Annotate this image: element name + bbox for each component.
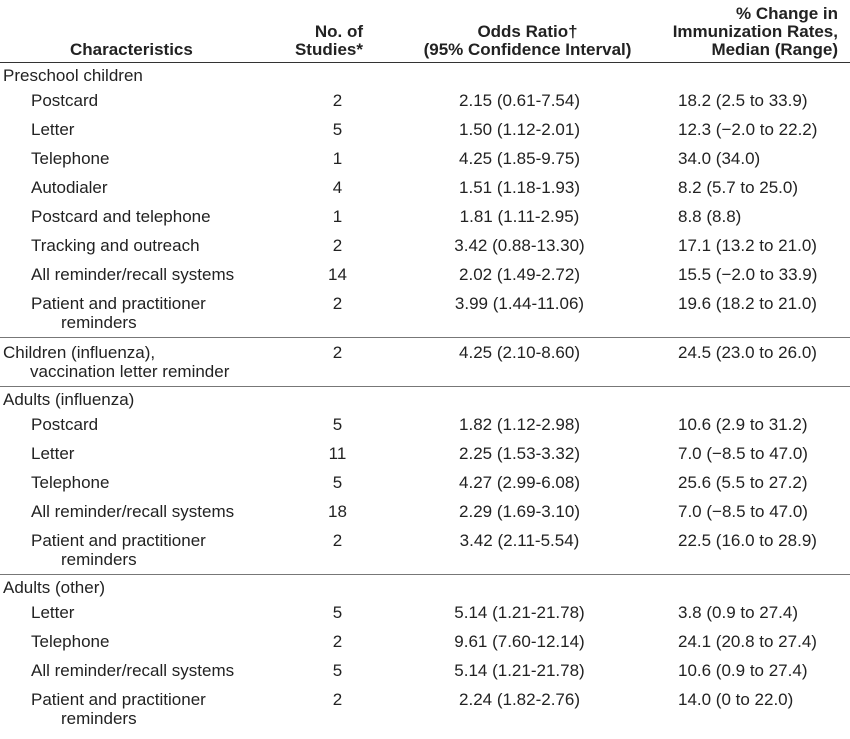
- section-heading: [0, 386, 850, 410]
- table-row: [0, 144, 850, 173]
- row-label: Letter: [31, 602, 75, 622]
- row-studies: 11: [328, 443, 347, 463]
- row-studies: 18: [328, 501, 347, 521]
- row-label: All reminder/recall systems: [31, 660, 235, 680]
- row-odds-ratio: 9.61 (7.60-12.14): [454, 631, 585, 651]
- row-odds-ratio: 4.27 (2.99-6.08): [459, 472, 580, 492]
- table-row: [0, 526, 850, 575]
- row-pct-change: 8.8 (8.8): [678, 206, 742, 226]
- row-odds-ratio: 1.82 (1.12-2.98): [459, 414, 580, 434]
- row-pct-change: 24.5 (23.0 to 26.0): [650, 337, 850, 386]
- row-pct-change: 12.3 (−2.0 to 22.2): [678, 119, 818, 139]
- table-row: [0, 685, 850, 733]
- table-row: [0, 260, 850, 289]
- row-label: Patient and practitioner reminders: [31, 293, 206, 332]
- row-label: Patient and practitioner reminders: [31, 689, 206, 728]
- row-label: Autodialer: [31, 177, 108, 197]
- section-heading: [0, 574, 850, 598]
- row-label: All reminder/recall systems: [31, 264, 235, 284]
- row-odds-ratio: 5.14 (1.21-21.78): [454, 660, 585, 680]
- row-pct-change: 34.0 (34.0): [678, 148, 761, 168]
- row-studies: 2: [332, 90, 343, 110]
- row-studies: 5: [332, 119, 343, 139]
- row-pct-change: 22.5 (16.0 to 28.9): [678, 530, 817, 550]
- row-odds-ratio: 3.99 (1.44-11.06): [454, 293, 585, 313]
- table-row: [0, 627, 850, 656]
- row-pct-change: 17.1 (13.2 to 21.0): [678, 235, 817, 255]
- row-label: Tracking and outreach: [31, 235, 200, 255]
- row-odds-ratio: 1.50 (1.12-2.01): [459, 119, 580, 139]
- row-label: All reminder/recall systems: [31, 501, 235, 521]
- row-pct-change: 8.2 (5.7 to 25.0): [678, 177, 799, 197]
- row-pct-change: 7.0 (−8.5 to 47.0): [678, 443, 808, 463]
- table-row: [0, 86, 850, 115]
- row-label: Telephone: [31, 148, 110, 168]
- row-pct-change: 7.0 (−8.5 to 47.0): [678, 501, 808, 521]
- row-pct-change: 10.6 (0.9 to 27.4): [678, 660, 808, 680]
- row-pct-change: 24.1 (20.8 to 27.4): [678, 631, 817, 651]
- row-pct-change: 18.2 (2.5 to 33.9): [678, 90, 808, 110]
- row-label: Letter: [31, 443, 75, 463]
- row-odds-ratio: 2.02 (1.49-2.72): [459, 264, 580, 284]
- table-row: [0, 202, 850, 231]
- table-row: [0, 173, 850, 202]
- table-row: [0, 231, 850, 260]
- table-row: [0, 497, 850, 526]
- row-studies: 5: [332, 602, 343, 622]
- row-pct-change: 3.8 (0.9 to 27.4): [678, 602, 799, 622]
- section-title: Adults (influenza): [0, 386, 850, 410]
- row-label: Telephone: [31, 631, 110, 651]
- row-studies: 5: [332, 472, 343, 492]
- row-odds-ratio: 3.42 (0.88-13.30): [454, 235, 585, 255]
- row-label: Telephone: [31, 472, 110, 492]
- header-row: [0, 0, 850, 62]
- row-pct-change: 14.0 (0 to 22.0): [678, 689, 794, 709]
- header-pct-change: % Change in Immunization Rates, Median (Range): [650, 0, 850, 62]
- row-label: Children (influenza), vaccination letter reminder: [0, 337, 285, 386]
- section-title: Adults (other): [0, 574, 850, 598]
- table-row: [0, 289, 850, 338]
- row-studies: 2: [332, 235, 343, 255]
- row-studies: 4: [332, 177, 343, 197]
- row-studies: 2: [332, 689, 343, 709]
- row-odds-ratio: 1.81 (1.11-2.95): [459, 206, 580, 226]
- row-pct-change: 10.6 (2.9 to 31.2): [678, 414, 808, 434]
- row-studies: 1: [332, 206, 343, 226]
- row-odds-ratio: 2.29 (1.69-3.10): [459, 501, 580, 521]
- row-label: Postcard: [31, 90, 99, 110]
- row-label: Letter: [31, 119, 75, 139]
- table-row: [0, 468, 850, 497]
- row-studies: 5: [332, 660, 343, 680]
- section-title: Preschool children: [3, 65, 143, 85]
- table-row: [0, 656, 850, 685]
- row-odds-ratio: 2.24 (1.82-2.76): [459, 689, 580, 709]
- row-studies: 2: [332, 293, 343, 313]
- row-odds-ratio: 1.51 (1.18-1.93): [459, 177, 580, 197]
- row-label: Postcard: [31, 414, 99, 434]
- header-characteristics: Characteristics: [0, 0, 285, 62]
- row-odds-ratio: 3.42 (2.11-5.54): [459, 530, 580, 550]
- row-label: Postcard and telephone: [31, 206, 211, 226]
- row-studies: 1: [332, 148, 343, 168]
- row-odds-ratio: 2.15 (0.61-7.54): [459, 90, 580, 110]
- table-row: [0, 410, 850, 439]
- table-row: [0, 439, 850, 468]
- row-studies: 2: [332, 530, 343, 550]
- table-row: [0, 115, 850, 144]
- row-studies: 14: [328, 264, 347, 284]
- row-label: Patient and practitioner reminders: [31, 530, 206, 569]
- row-odds-ratio: 4.25 (2.10-8.60): [385, 337, 650, 386]
- row-odds-ratio: 2.25 (1.53-3.32): [459, 443, 580, 463]
- header-odds-ratio: Odds Ratio† (95% Confidence Interval): [385, 0, 650, 62]
- row-studies: 5: [332, 414, 343, 434]
- row-odds-ratio: 5.14 (1.21-21.78): [454, 602, 585, 622]
- row-pct-change: 25.6 (5.5 to 27.2): [678, 472, 808, 492]
- row-pct-change: 19.6 (18.2 to 21.0): [678, 293, 817, 313]
- header-studies: No. of Studies*: [285, 0, 385, 62]
- section-heading: [0, 62, 850, 86]
- row-odds-ratio: 4.25 (1.85-9.75): [459, 148, 580, 168]
- row-pct-change: 15.5 (−2.0 to 33.9): [678, 264, 818, 284]
- table-row: [0, 598, 850, 627]
- row-studies: 2: [332, 631, 343, 651]
- row-studies: 2: [285, 337, 385, 386]
- table-row: [0, 337, 850, 386]
